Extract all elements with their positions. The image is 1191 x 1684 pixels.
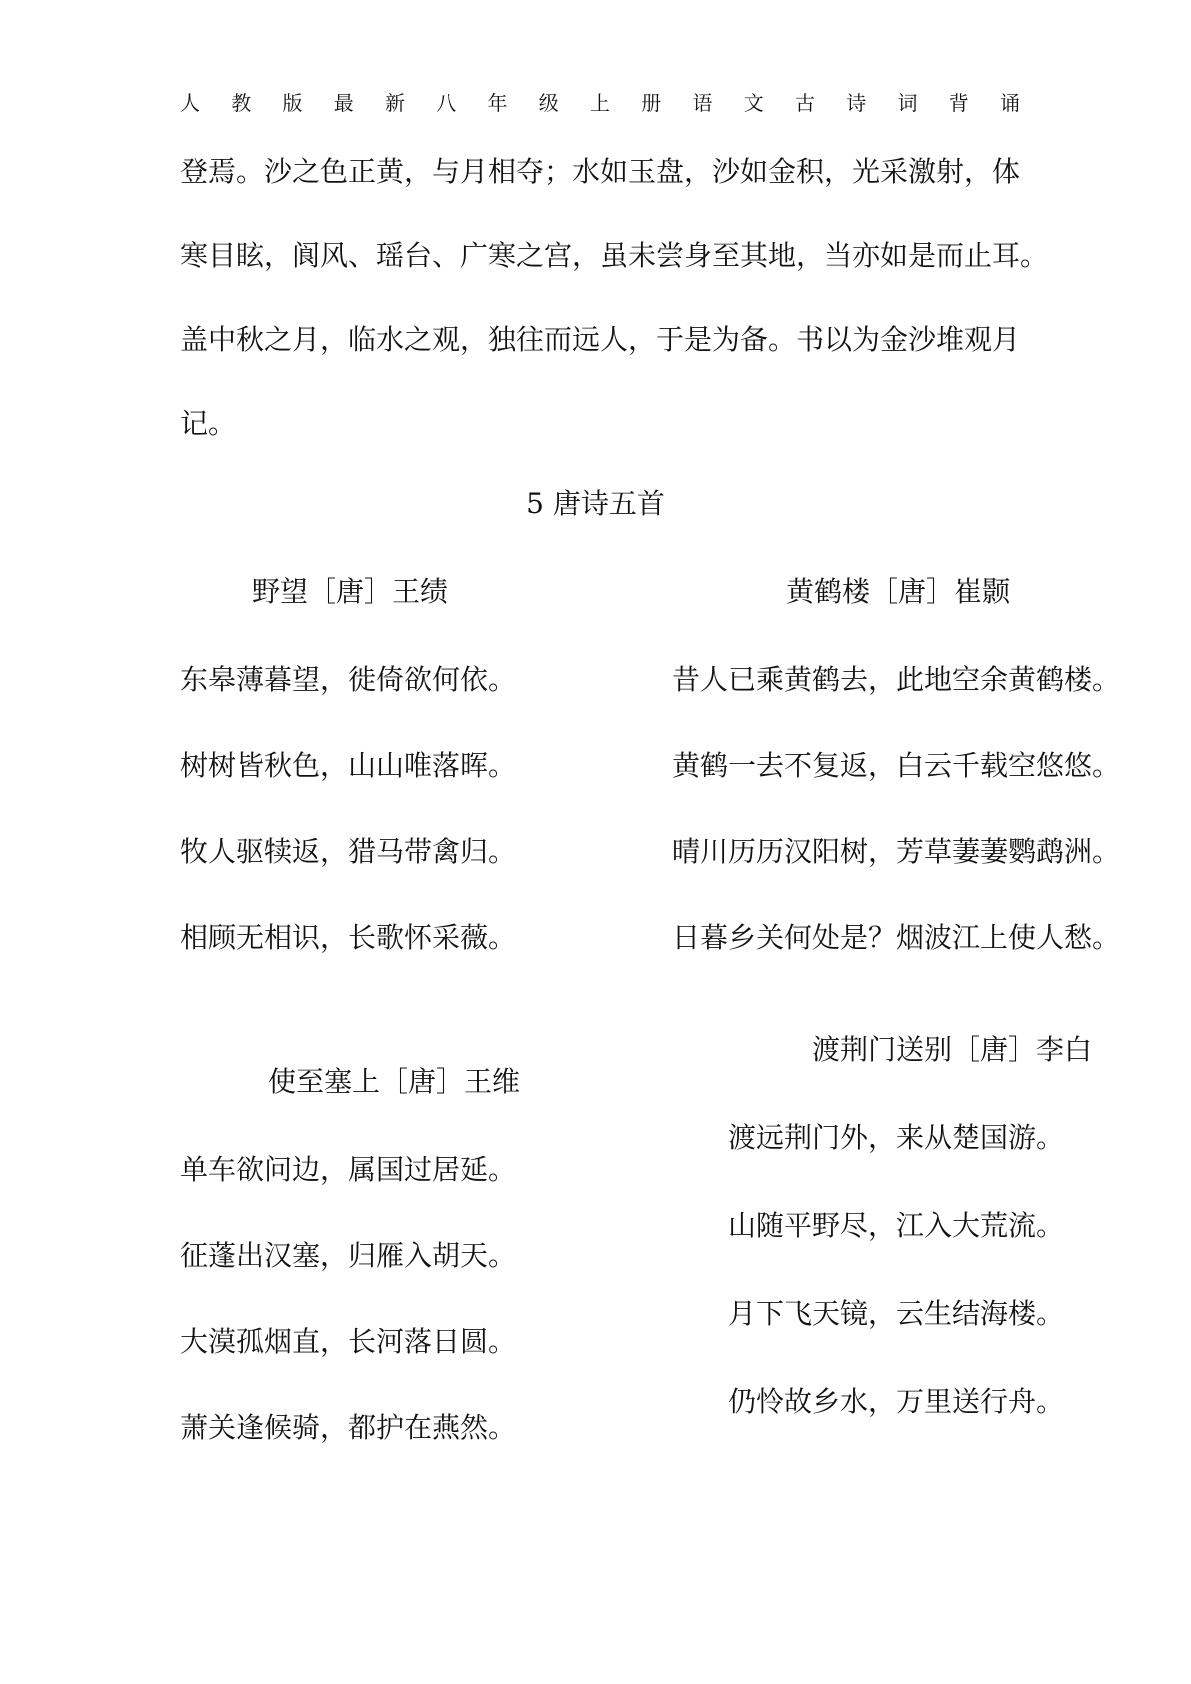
header-char: 诗 [846,91,867,115]
poem-line: 单车欲问边，属国过居延。 [180,1153,517,1186]
poem-line: 山随平野尽，江入大荒流。 [728,1209,1065,1242]
poem-line: 大漠孤烟直，长河落日圆。 [180,1325,517,1358]
header-char: 级 [538,91,559,115]
header-char: 最 [333,91,354,115]
poem-title-dujingmen: 渡荆门送别［唐］李白 [812,1033,1093,1066]
poem-line: 日暮乡关何处是？烟波江上使人愁。 [672,921,1121,954]
poem-line: 萧关逢候骑，都护在燕然。 [180,1411,517,1444]
poem-line: 牧人驱犊返，猎马带禽归。 [180,835,517,868]
header-char: 版 [282,91,303,115]
header-char: 八 [436,91,457,115]
poem-line: 昔人已乘黄鹤去，此地空余黄鹤楼。 [672,663,1121,696]
poem-line: 渡远荆门外，来从楚国游。 [728,1121,1065,1154]
prose-line: 记。 [180,407,237,440]
poem-line: 相顾无相识，长歌怀采薇。 [180,921,517,954]
header-char: 诵 [1000,91,1020,115]
poem-title-yewang: 野望［唐］王绩 [252,575,449,608]
header-char: 语 [692,91,713,115]
section-title: 5 唐诗五首 [526,487,665,520]
poem-line: 晴川历历汉阳树，芳草萋萋鹦鹉洲。 [672,835,1121,868]
header-char: 文 [743,91,764,115]
poem-line: 仍怜故乡水，万里送行舟。 [728,1385,1065,1418]
header-char: 新 [385,91,405,115]
page-header [180,88,1020,118]
header-char: 人 [180,91,200,115]
poem-title-shizhisaishang: 使至塞上［唐］王维 [268,1065,521,1098]
header-char: 年 [487,91,508,115]
poem-line: 黄鹤一去不复返，白云千载空悠悠。 [672,749,1121,782]
header-char: 册 [641,91,662,115]
prose-line: 寒目眩，阆风、瑶台、广寒之宫，虽未尝身至其地，当亦如是而止耳。 [180,239,1049,272]
poem-line: 树树皆秋色，山山唯落晖。 [180,749,517,782]
poem-title-huanghelou: 黄鹤楼［唐］崔颢 [786,575,1011,608]
header-char: 古 [795,91,815,115]
poem-line: 东皋薄暮望，徙倚欲何依。 [180,663,517,696]
header-char: 背 [948,91,969,115]
prose-line: 登焉。沙之色正黄，与月相夺；水如玉盘，沙如金积，光采激射，体 [180,155,1021,188]
header-char: 上 [590,91,610,115]
poem-line: 月下飞天镜，云生结海楼。 [728,1297,1065,1330]
poem-line: 征蓬出汉塞，归雁入胡天。 [180,1239,517,1272]
prose-line: 盖中秋之月，临水之观，独往而远人，于是为备。书以为金沙堆观月 [180,323,1021,356]
header-char: 词 [897,91,918,115]
header-char: 教 [231,91,252,115]
